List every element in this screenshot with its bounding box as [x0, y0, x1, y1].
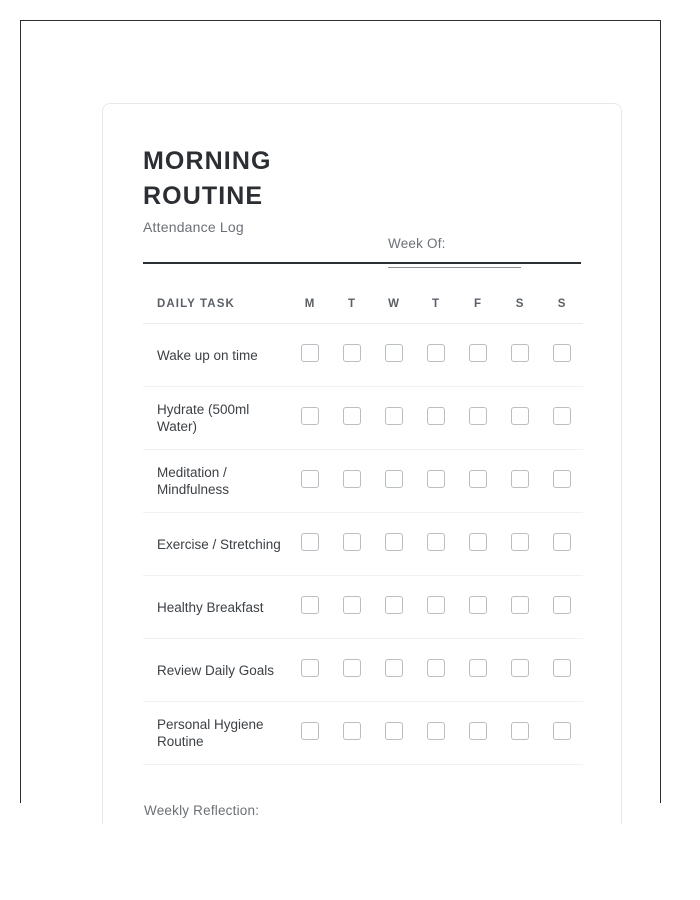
task-label: Meditation / Mindfulness — [157, 465, 230, 497]
checkbox-cell — [289, 324, 331, 387]
checkbox-cell — [415, 576, 457, 639]
task-checkbox[interactable] — [343, 596, 361, 614]
task-checkbox[interactable] — [301, 722, 319, 740]
checkbox-cell — [457, 639, 499, 702]
checkbox-cell — [373, 639, 415, 702]
checkbox-cell — [541, 450, 583, 513]
checkbox-cell — [289, 513, 331, 576]
week-of-input-line[interactable] — [388, 267, 521, 268]
task-checkbox[interactable] — [511, 470, 529, 488]
task-name-cell — [143, 702, 289, 765]
task-checkbox[interactable] — [553, 533, 571, 551]
column-header-day-monday: M — [304, 298, 316, 310]
checkbox-cell — [289, 639, 331, 702]
page-title-line-1: MORNING — [143, 147, 272, 175]
checkbox-cell — [415, 513, 457, 576]
task-name-cell — [143, 324, 289, 387]
task-checkbox[interactable] — [469, 659, 487, 677]
task-checkbox[interactable] — [385, 470, 403, 488]
checkbox-cell — [541, 576, 583, 639]
task-checkbox[interactable] — [343, 659, 361, 677]
task-checkbox[interactable] — [553, 344, 571, 362]
task-name-cell — [143, 576, 289, 639]
task-checkbox[interactable] — [385, 533, 403, 551]
task-name-cell — [143, 387, 289, 450]
page-sheet — [20, 20, 661, 818]
checkbox-cell — [541, 387, 583, 450]
task-checkbox[interactable] — [469, 407, 487, 425]
task-checkbox[interactable] — [385, 659, 403, 677]
week-of-field — [388, 236, 528, 268]
page-subtitle: Attendance Log — [143, 219, 244, 235]
table-row — [143, 513, 583, 576]
task-checkbox[interactable] — [511, 596, 529, 614]
checkbox-cell — [457, 324, 499, 387]
task-checkbox[interactable] — [511, 533, 529, 551]
task-label: Personal Hygiene Routine — [157, 717, 264, 749]
task-checkbox[interactable] — [385, 722, 403, 740]
task-label: Hydrate (500ml Water) — [157, 402, 250, 434]
task-checkbox[interactable] — [427, 407, 445, 425]
column-header-daily-task: DAILY TASK — [157, 298, 235, 310]
checkbox-cell — [499, 450, 541, 513]
column-header-day-friday: F — [474, 298, 482, 310]
checkbox-cell — [499, 576, 541, 639]
task-label: Wake up on time — [157, 347, 258, 363]
task-checkbox[interactable] — [553, 659, 571, 677]
checkbox-cell — [457, 513, 499, 576]
table-body — [143, 324, 583, 765]
task-checkbox[interactable] — [343, 344, 361, 362]
checkbox-cell — [541, 324, 583, 387]
task-checkbox[interactable] — [301, 407, 319, 425]
task-checkbox[interactable] — [553, 470, 571, 488]
task-checkbox[interactable] — [553, 407, 571, 425]
weekly-reflection-label: Weekly Reflection: — [144, 803, 260, 818]
table-row — [143, 576, 583, 639]
checkbox-cell — [289, 450, 331, 513]
task-checkbox[interactable] — [343, 722, 361, 740]
task-checkbox[interactable] — [553, 722, 571, 740]
checkbox-cell — [415, 639, 457, 702]
checkbox-cell — [499, 387, 541, 450]
checkbox-cell — [331, 387, 373, 450]
table-header-row — [143, 298, 583, 324]
task-checkbox[interactable] — [301, 470, 319, 488]
checkbox-cell — [457, 387, 499, 450]
checkbox-cell — [415, 702, 457, 765]
task-checkbox[interactable] — [343, 407, 361, 425]
task-checkbox[interactable] — [511, 659, 529, 677]
checkbox-cell — [331, 639, 373, 702]
checkbox-cell — [331, 576, 373, 639]
checkbox-cell — [541, 513, 583, 576]
document-header — [143, 144, 581, 260]
column-header-day-thursday: T — [432, 298, 440, 310]
table-header — [143, 298, 583, 324]
task-checkbox[interactable] — [385, 407, 403, 425]
checkbox-cell — [499, 324, 541, 387]
task-checkbox[interactable] — [427, 344, 445, 362]
routine-card — [102, 103, 622, 824]
task-checkbox[interactable] — [427, 470, 445, 488]
task-checkbox[interactable] — [469, 470, 487, 488]
page-title-line-2: ROUTINE — [143, 182, 264, 210]
column-header-day-sunday: S — [557, 298, 567, 310]
task-checkbox[interactable] — [469, 344, 487, 362]
checkbox-cell — [499, 513, 541, 576]
task-checkbox[interactable] — [511, 344, 529, 362]
task-checkbox[interactable] — [427, 659, 445, 677]
task-label: Exercise / Stretching — [157, 536, 281, 552]
table-row — [143, 639, 583, 702]
checkbox-cell — [373, 702, 415, 765]
checkbox-cell — [373, 387, 415, 450]
checkbox-cell — [541, 702, 583, 765]
checkbox-cell — [457, 576, 499, 639]
checkbox-cell — [289, 576, 331, 639]
checkbox-cell — [289, 387, 331, 450]
task-checkbox[interactable] — [427, 533, 445, 551]
task-checkbox[interactable] — [427, 596, 445, 614]
column-header-day-tuesday: T — [348, 298, 356, 310]
column-header-day-wednesday: W — [388, 298, 400, 310]
checkbox-cell — [373, 450, 415, 513]
week-of-label: Week Of: — [388, 236, 446, 251]
task-checkbox[interactable] — [469, 596, 487, 614]
checkbox-cell — [331, 450, 373, 513]
checkbox-cell — [373, 513, 415, 576]
table-row — [143, 450, 583, 513]
task-checkbox[interactable] — [553, 596, 571, 614]
task-label: Healthy Breakfast — [157, 599, 264, 615]
task-checkbox[interactable] — [343, 470, 361, 488]
task-checkbox[interactable] — [385, 344, 403, 362]
checkbox-cell — [415, 324, 457, 387]
task-label: Review Daily Goals — [157, 662, 275, 678]
checkbox-cell — [289, 702, 331, 765]
table-row — [143, 324, 583, 387]
checkbox-cell — [331, 513, 373, 576]
table-row — [143, 702, 583, 765]
task-checkbox[interactable] — [469, 533, 487, 551]
task-checkbox[interactable] — [343, 533, 361, 551]
checkbox-cell — [457, 450, 499, 513]
column-header-day-saturday: S — [515, 298, 525, 310]
table-row — [143, 387, 583, 450]
checkbox-cell — [373, 576, 415, 639]
checkbox-cell — [415, 450, 457, 513]
checkbox-cell — [499, 702, 541, 765]
task-checkbox[interactable] — [301, 533, 319, 551]
task-checkbox[interactable] — [427, 722, 445, 740]
checkbox-cell — [373, 324, 415, 387]
task-checkbox[interactable] — [511, 407, 529, 425]
checkbox-cell — [415, 387, 457, 450]
checkbox-cell — [499, 639, 541, 702]
checkbox-cell — [331, 324, 373, 387]
daily-task-table — [143, 298, 583, 765]
task-checkbox[interactable] — [301, 344, 319, 362]
task-checkbox[interactable] — [511, 722, 529, 740]
task-name-cell — [143, 639, 289, 702]
checkbox-cell — [541, 639, 583, 702]
task-checkbox[interactable] — [301, 596, 319, 614]
checkbox-cell — [331, 702, 373, 765]
task-checkbox[interactable] — [385, 596, 403, 614]
checkbox-cell — [457, 702, 499, 765]
task-checkbox[interactable] — [301, 659, 319, 677]
title-block — [143, 144, 383, 235]
task-name-cell — [143, 450, 289, 513]
task-checkbox[interactable] — [469, 722, 487, 740]
task-name-cell — [143, 513, 289, 576]
